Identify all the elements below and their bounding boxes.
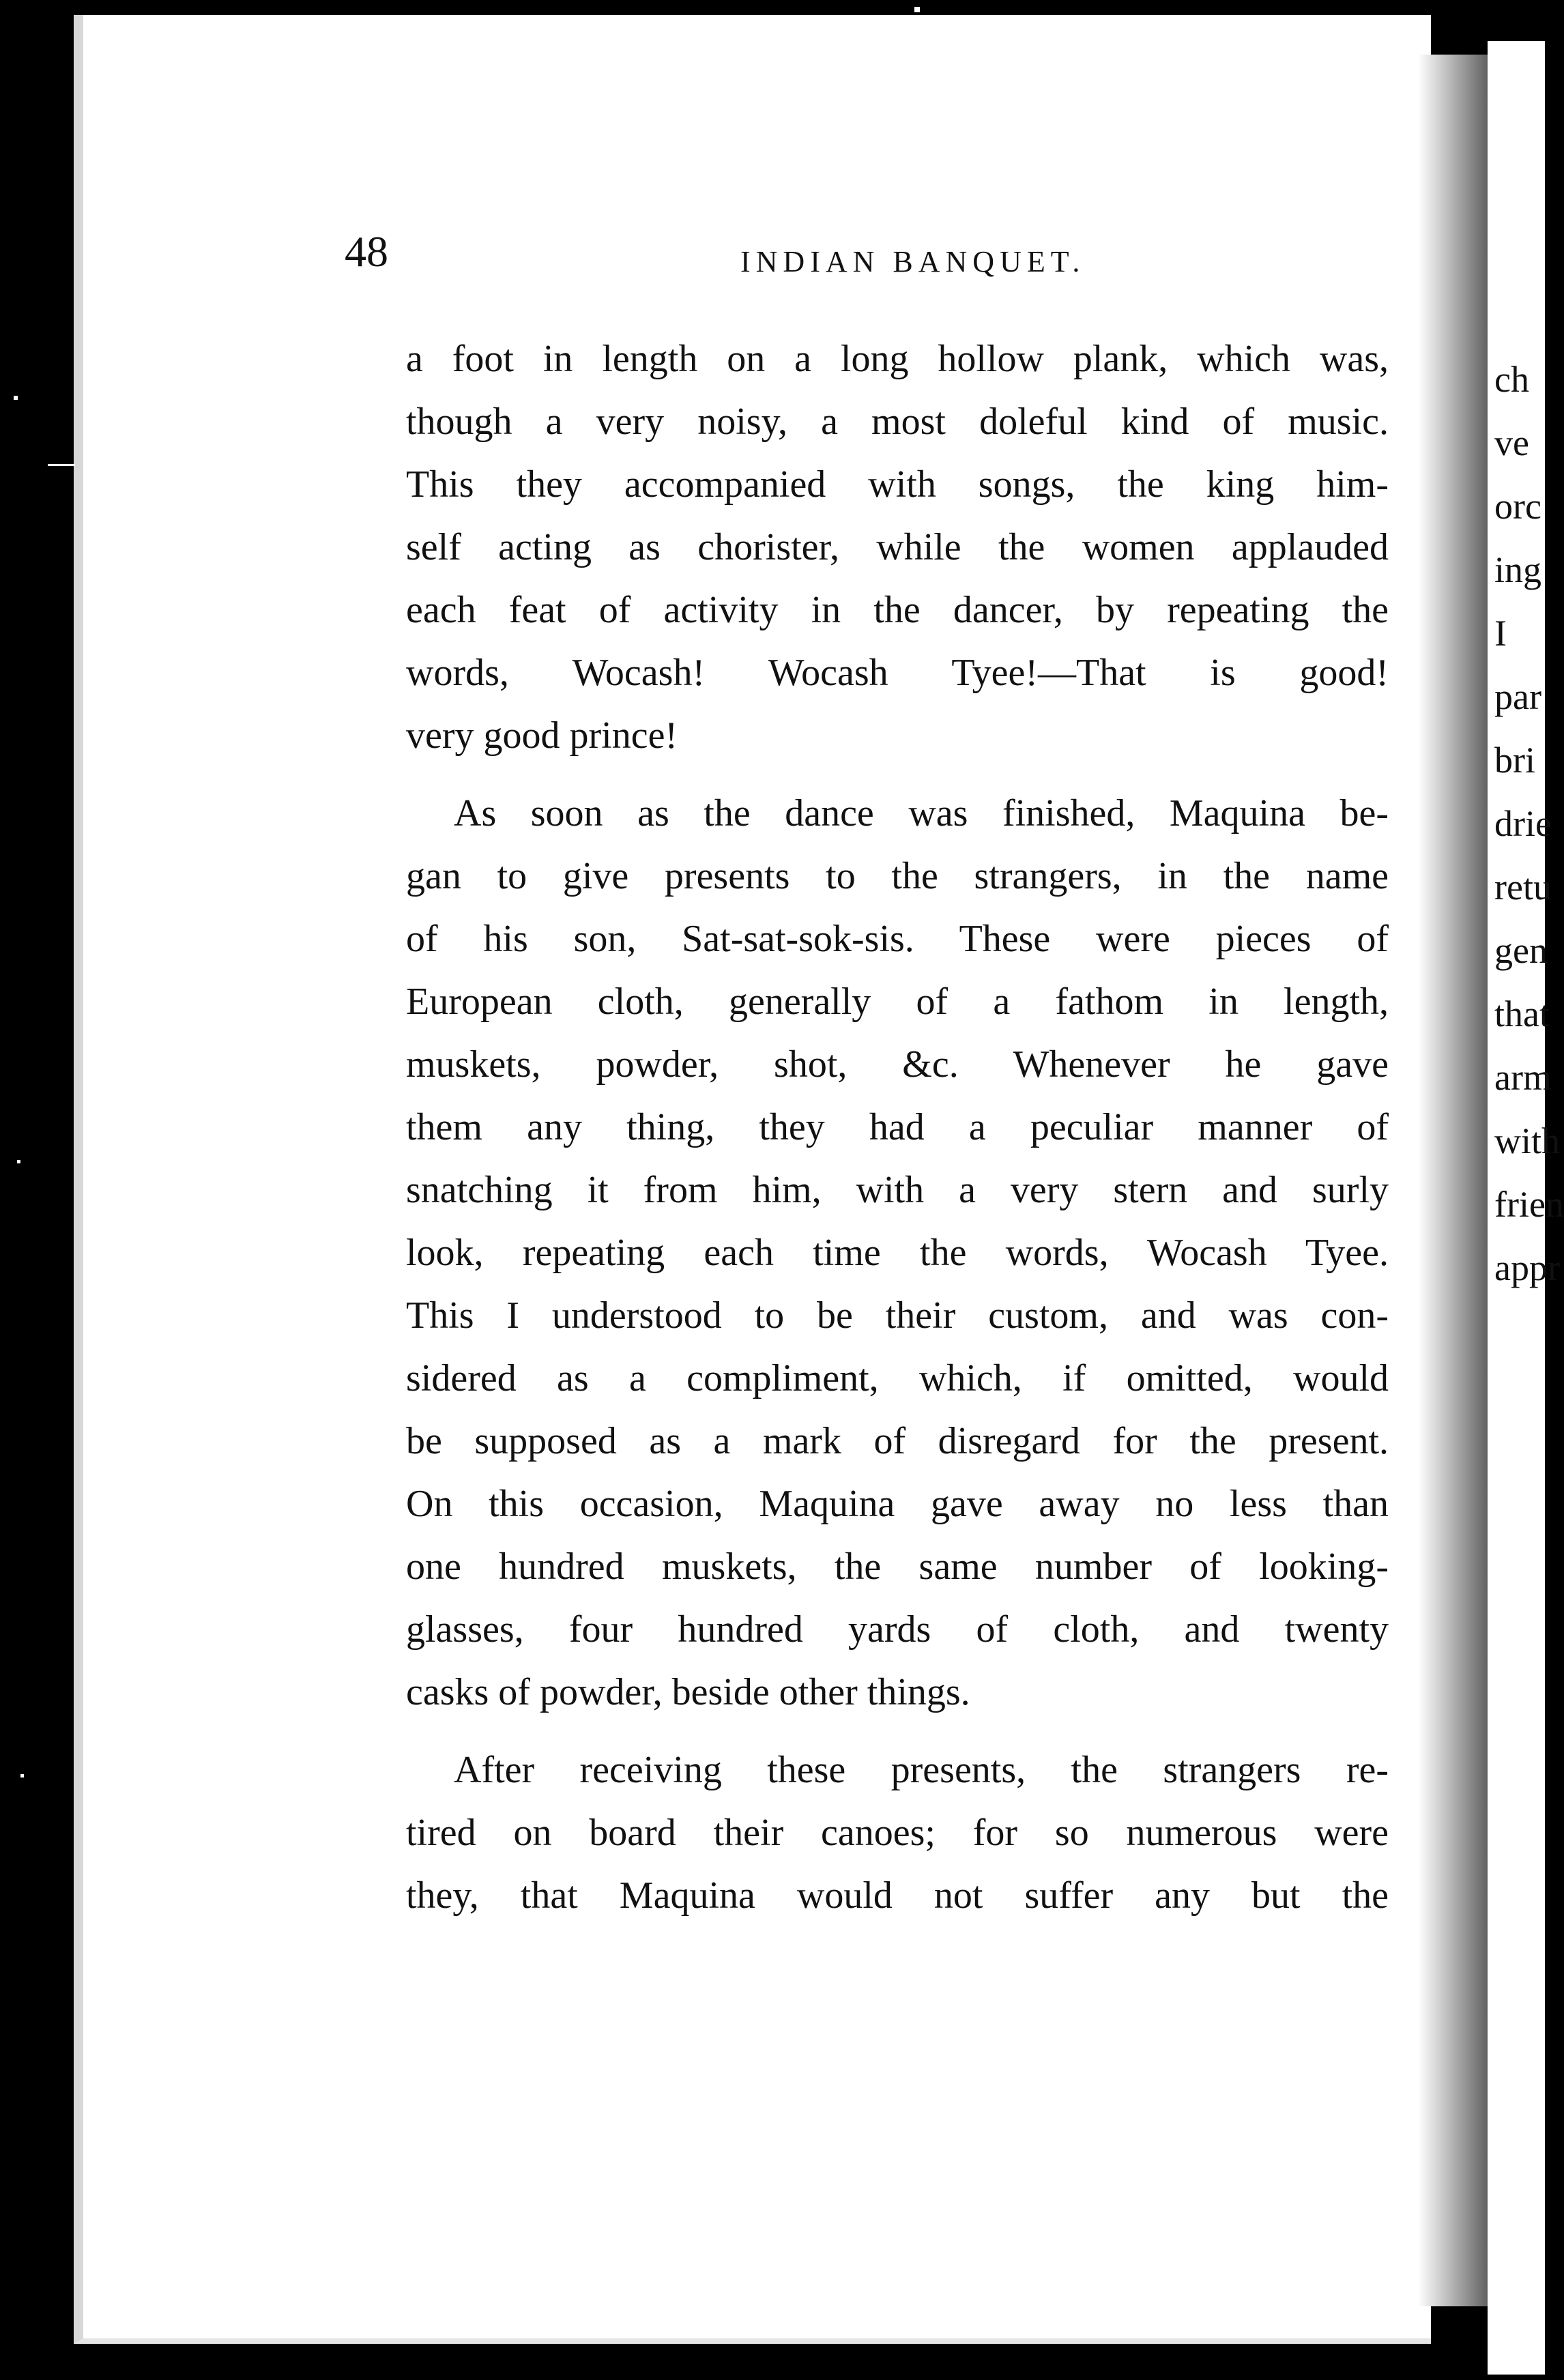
text-line: glasses, four hundred yards of cloth, and twenty (406, 1608, 1389, 1651)
facing-fragment: drie (1494, 803, 1552, 844)
text-line: look, repeating each time the words, Wocash Tyee. (406, 1232, 1389, 1274)
text-line: muskets, powder, shot, &c. Whenever he gave (406, 1043, 1389, 1086)
text-line: self acting as chorister, while the women applauded (406, 526, 1389, 568)
facing-fragment: retu (1494, 867, 1552, 908)
text-line: be supposed as a mark of disregard for the present. (406, 1420, 1389, 1462)
text-line: very good prince! (406, 714, 678, 757)
body-text (406, 328, 1389, 1927)
page-gutter-shadow (1418, 55, 1493, 2306)
facing-fragment: bri (1494, 740, 1535, 781)
paragraph-gap (406, 1724, 1389, 1739)
running-head (345, 212, 1402, 280)
text-line: On this occasion, Maquina gave away no less than (406, 1483, 1389, 1525)
facing-fragment: gen (1494, 930, 1548, 971)
text-line: gan to give presents to the strangers, in the name (406, 855, 1389, 897)
text-line: European cloth, generally of a fathom in length, (406, 981, 1389, 1023)
facing-fragment: with (1494, 1120, 1561, 1161)
facing-fragment: that (1494, 993, 1550, 1034)
text-line: This I understood to be their custom, and was con- (406, 1294, 1389, 1337)
facing-fragment: appr (1494, 1247, 1560, 1288)
text-line: each feat of activity in the dancer, by repeating the (406, 589, 1389, 631)
text-line: they, that Maquina would not suffer any but the (406, 1874, 1389, 1917)
facing-fragment: arm (1494, 1057, 1552, 1098)
scan-speck (48, 464, 75, 466)
text-line: sidered as a compliment, which, if omitted, would (406, 1357, 1389, 1399)
facing-fragment: ing (1494, 549, 1542, 590)
text-line: of his son, Sat-sat-sok-sis. These were pieces of (406, 918, 1389, 960)
text-line: After receiving these presents, the strangers re- (454, 1749, 1389, 1791)
facing-fragment: I (1494, 613, 1507, 654)
scan-speck (20, 1774, 24, 1777)
facing-page (1488, 41, 1564, 2375)
text-line: a foot in length on a long hollow plank, which was, (406, 338, 1389, 380)
running-title: INDIAN BANQUET. (740, 245, 1086, 278)
scan-speck (914, 7, 920, 12)
text-line: snatching it from him, with a very stern and surly (406, 1169, 1389, 1211)
text-line: This they accompanied with songs, the king him- (406, 463, 1389, 506)
paragraph-gap (406, 767, 1389, 782)
scan-speck (17, 1160, 20, 1163)
page-number: 48 (345, 227, 388, 276)
text-line: one hundred muskets, the same number of looking- (406, 1545, 1389, 1588)
facing-fragment: frien (1494, 1184, 1564, 1225)
text-line: words, Wocash! Wocash Tyee!—That is good! (406, 652, 1389, 694)
scan-speck (14, 396, 18, 400)
text-line: casks of powder, beside other things. (406, 1671, 970, 1713)
facing-fragment: orc (1494, 486, 1541, 527)
text-line: tired on board their canoes; for so numerous were (406, 1812, 1389, 1854)
facing-fragment: par (1494, 676, 1541, 717)
text-line: As soon as the dance was finished, Maquina be- (454, 792, 1389, 835)
text-line: them any thing, they had a peculiar manner of (406, 1106, 1389, 1148)
text-line: though a very noisy, a most doleful kind of music. (406, 401, 1389, 443)
facing-fragment: ch (1494, 359, 1529, 400)
facing-fragment: ve (1494, 422, 1529, 463)
